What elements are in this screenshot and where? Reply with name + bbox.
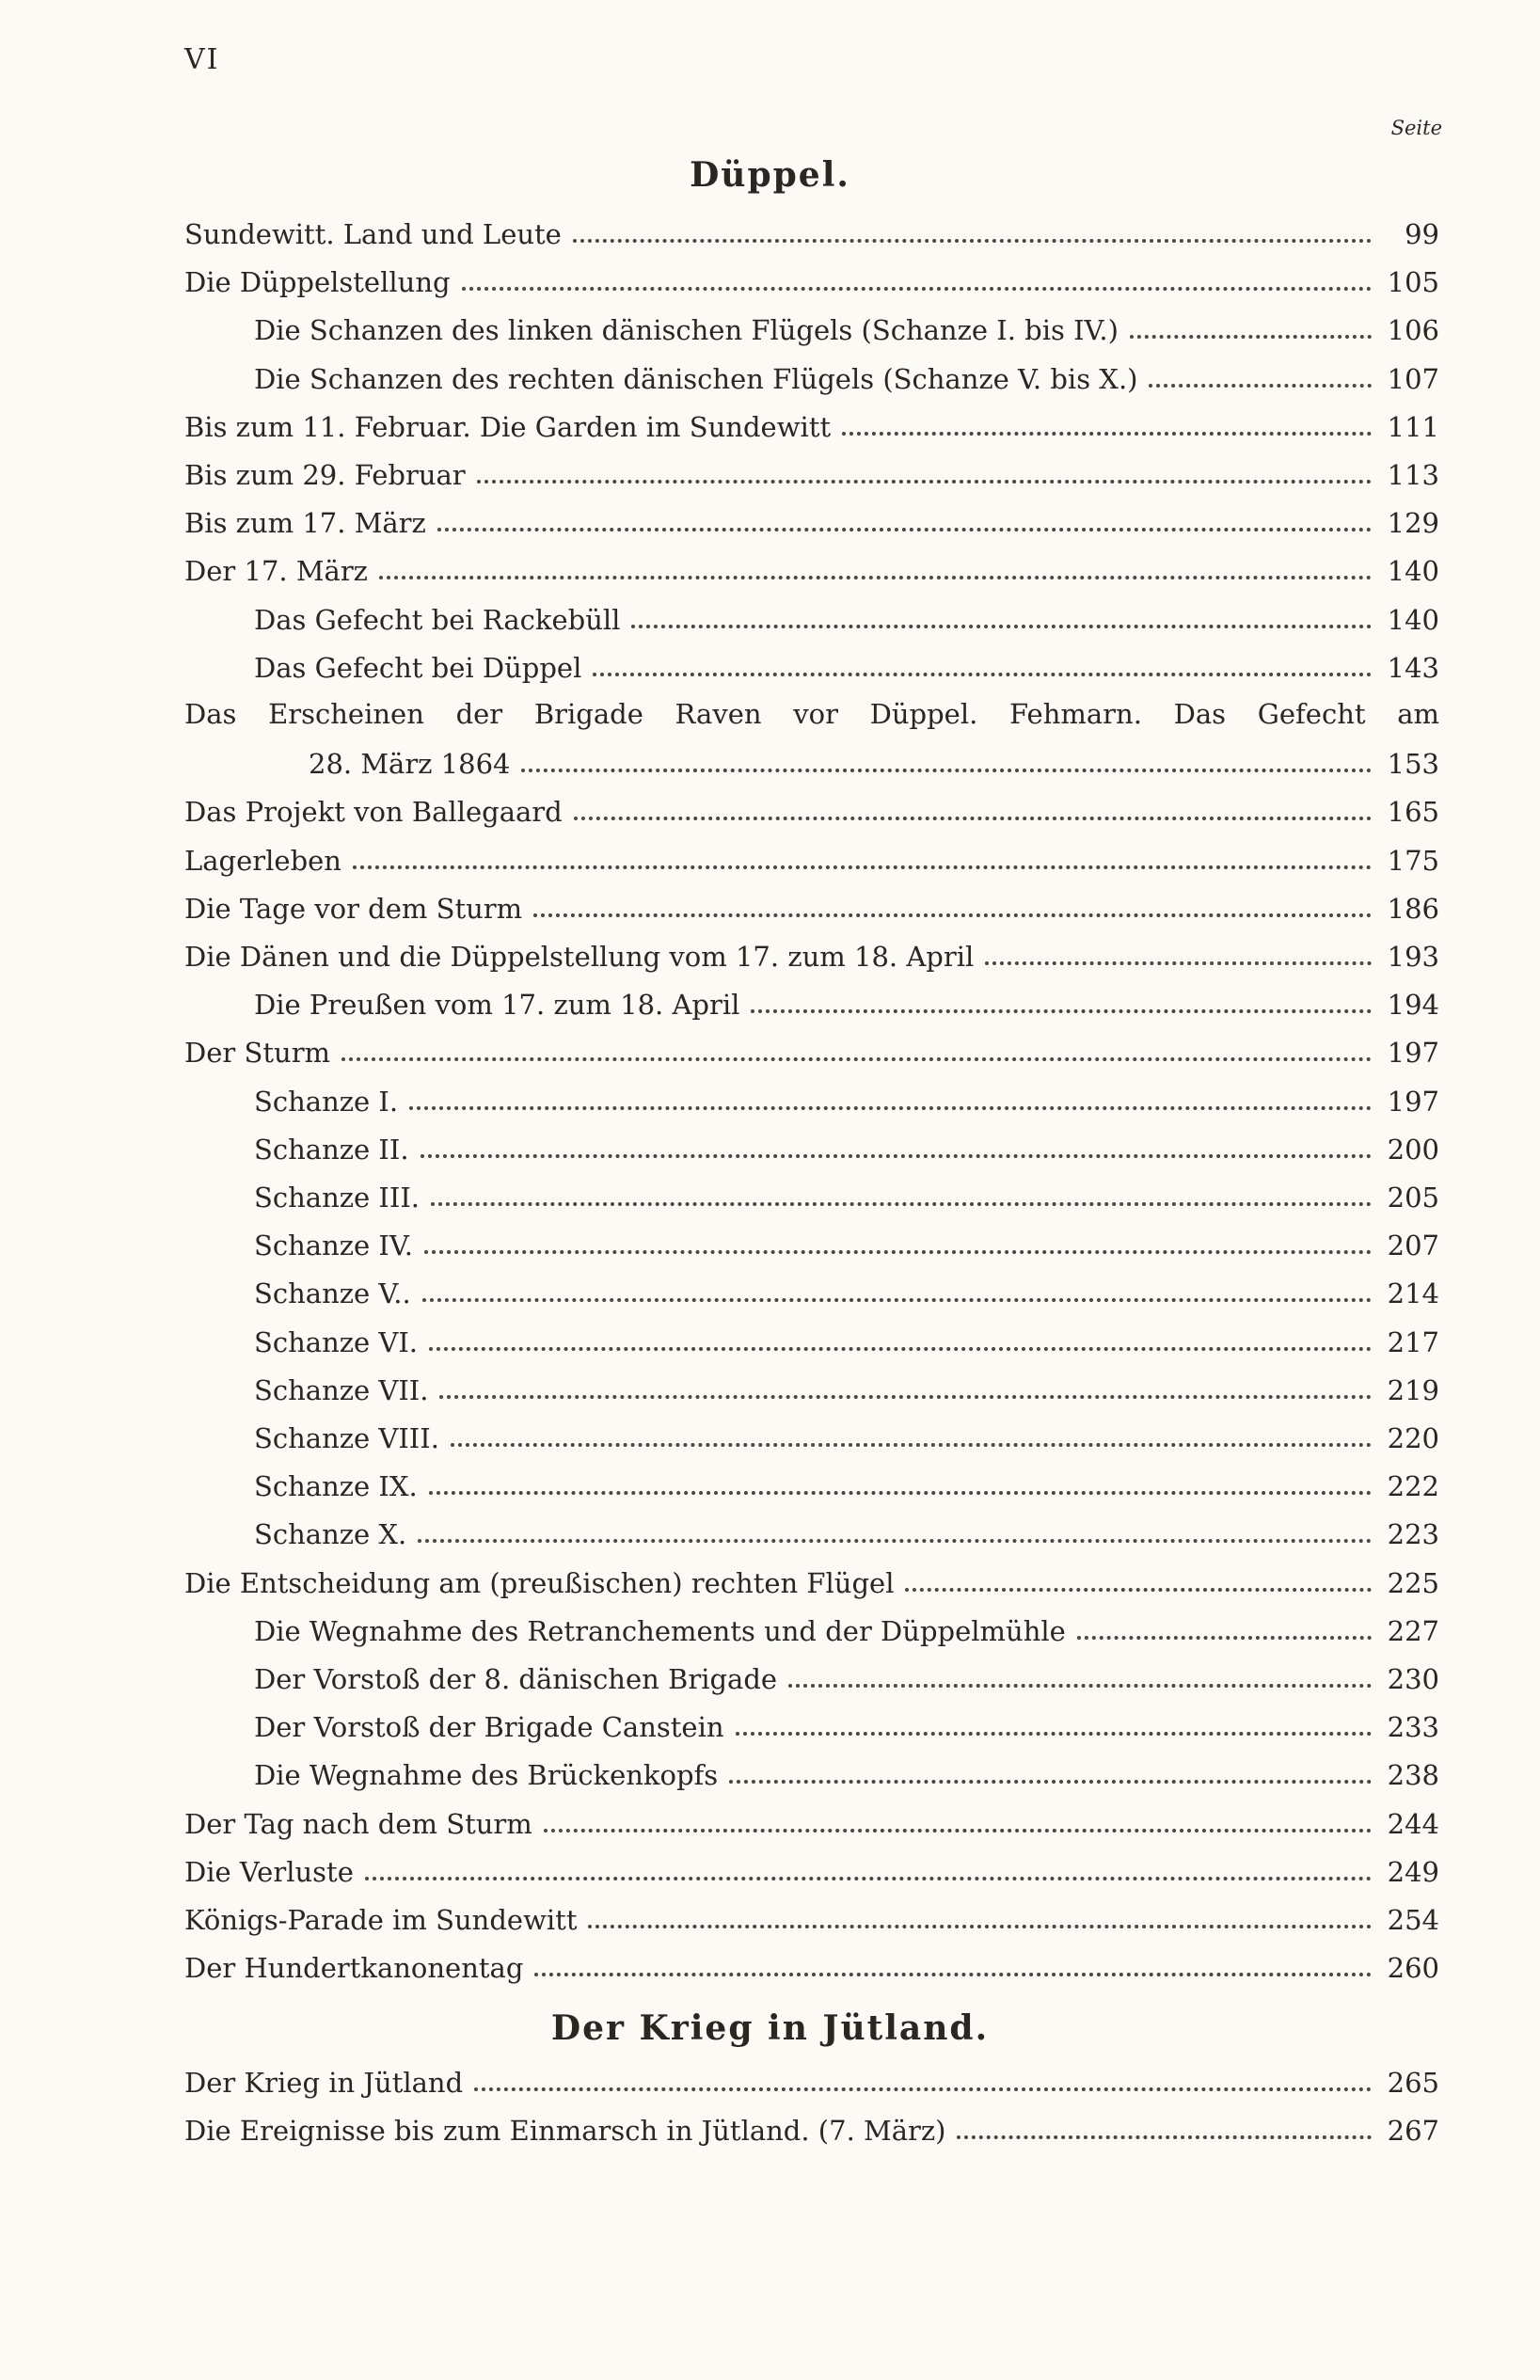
toc-entry[interactable]	[184, 2103, 1439, 2148]
toc-entry-page: 113	[1387, 459, 1439, 491]
toc-entry[interactable]	[254, 1700, 1439, 1744]
toc-entry[interactable]	[184, 785, 1439, 829]
dot-leader	[593, 673, 1372, 676]
toc-entry-label: Die Schanzen des rechten dänischen Flügels (Schanze V. bis X.)	[254, 362, 1138, 395]
toc-entry[interactable]	[254, 352, 1439, 393]
toc-entry-page: 106	[1387, 314, 1439, 347]
toc-entry-label: Der Hundertkanonentag	[184, 1952, 524, 1985]
toc-entry[interactable]	[184, 255, 1439, 299]
toc-entry-page: 260	[1387, 1952, 1439, 1985]
toc-entry-page: 238	[1387, 1759, 1439, 1792]
toc-entry-label: Die Wegnahme des Retranchements und der Düppelmühle	[254, 1614, 1066, 1647]
toc-entry-label: Die Preußen vom 17. zum 18. April	[254, 989, 740, 1022]
toc-entry-label: Das Gefecht bei Rackebüll	[254, 603, 621, 636]
dot-leader	[729, 1780, 1372, 1784]
dot-leader	[521, 769, 1372, 772]
toc-entry[interactable]	[254, 1411, 1439, 1452]
section-title: Der Krieg in Jütland.	[550, 2008, 990, 2048]
toc-entry[interactable]	[254, 1604, 1439, 1645]
toc-entry-page: 254	[1387, 1904, 1439, 1936]
dot-leader	[422, 1298, 1372, 1302]
dot-leader	[409, 1106, 1372, 1110]
dot-leader	[788, 1684, 1372, 1688]
dot-leader	[631, 625, 1372, 628]
page-number: VI	[184, 43, 220, 76]
toc-entry[interactable]	[184, 400, 1439, 441]
toc-entry[interactable]	[184, 833, 1439, 875]
toc-entry-label: Schanze VI.	[254, 1325, 419, 1358]
toc-entry-label: Der Vorstoß der Brigade Canstein	[254, 1711, 724, 1744]
dot-leader	[418, 1539, 1372, 1543]
dot-leader	[533, 913, 1372, 917]
dot-leader	[751, 1009, 1372, 1013]
toc-entry[interactable]	[254, 1507, 1439, 1551]
toc-entry-page: 197	[1387, 1037, 1439, 1070]
toc-entry[interactable]	[254, 593, 1439, 634]
dot-leader	[736, 1732, 1372, 1736]
toc-entry[interactable]	[184, 448, 1439, 489]
toc-entry-page: 267	[1387, 2115, 1439, 2148]
toc-entry[interactable]	[254, 1170, 1439, 1212]
toc-entry-label: Bis zum 17. März	[184, 507, 426, 540]
toc-entry[interactable]	[184, 2055, 1439, 2097]
dot-leader	[842, 432, 1372, 436]
dot-leader	[439, 1395, 1372, 1399]
dot-leader	[451, 1443, 1372, 1447]
toc-entry-page: 219	[1387, 1373, 1439, 1406]
toc-entry-page: 222	[1387, 1470, 1439, 1503]
toc-entry-label: Die Dänen und die Düppelstellung vom 17. zum 18. April	[184, 941, 975, 973]
toc-entry-label: Schanze V..	[254, 1277, 411, 1310]
dot-leader	[421, 1154, 1372, 1158]
toc-entry-label: Schanze VII.	[254, 1373, 429, 1406]
toc-entry-label: Schanze II.	[254, 1133, 409, 1166]
dot-leader	[365, 1877, 1372, 1880]
toc-entry-label: Sundewitt. Land und Leute	[184, 218, 562, 250]
toc-entry[interactable]	[184, 544, 1439, 588]
dot-leader	[462, 287, 1372, 291]
toc-entry-page: 193	[1387, 941, 1439, 973]
toc-entry[interactable]	[254, 1459, 1439, 1503]
dot-leader	[573, 239, 1372, 243]
toc-entry-continuation: 28. März 1864	[309, 748, 511, 781]
toc-entry[interactable]	[254, 1074, 1439, 1116]
toc-entry-label: Das Gefecht bei Düppel	[254, 651, 582, 684]
toc-entry[interactable]	[184, 1556, 1439, 1597]
toc-entry-label: Schanze X.	[254, 1518, 407, 1551]
toc-entry-label: Der Krieg in Jütland	[184, 2067, 464, 2099]
toc-entry-label: Das Projekt von Ballegaard	[184, 796, 563, 829]
dot-leader	[1077, 1636, 1372, 1640]
dot-leader	[905, 1588, 1372, 1592]
toc-entry-page: 165	[1387, 796, 1439, 829]
dot-leader	[574, 817, 1372, 820]
toc-entry-page: 227	[1387, 1614, 1439, 1647]
toc-entry-page: 186	[1387, 892, 1439, 925]
toc-entry-label: Die Wegnahme des Brückenkopfs	[254, 1759, 719, 1792]
column-header-seite: Seite	[1390, 117, 1442, 139]
dot-leader	[588, 1925, 1372, 1928]
toc-entry-page: 230	[1387, 1663, 1439, 1695]
dot-leader	[957, 2135, 1372, 2139]
toc-entry-label: Schanze III.	[254, 1182, 420, 1214]
toc-entry-page: 225	[1387, 1566, 1439, 1599]
toc-entry-page: 140	[1387, 603, 1439, 636]
dot-leader	[431, 1202, 1372, 1206]
toc-entry-page: 200	[1387, 1133, 1439, 1166]
toc-entry-page: 233	[1387, 1711, 1439, 1744]
toc-entry-label: Der Vorstoß der 8. dänischen Brigade	[254, 1663, 778, 1695]
toc-entry[interactable]	[254, 977, 1439, 1022]
toc-entry[interactable]	[254, 1315, 1439, 1357]
toc-entry[interactable]	[184, 496, 1439, 540]
toc-entry[interactable]	[184, 1845, 1439, 1886]
toc-entry-label: Schanze IV.	[254, 1230, 413, 1262]
dot-leader	[429, 1347, 1372, 1351]
toc-entry-page: 207	[1387, 1230, 1439, 1262]
toc-entry-label: Die Tage vor dem Sturm	[184, 892, 523, 925]
toc-entry-page: 265	[1387, 2067, 1439, 2099]
toc-entry-page: 175	[1387, 844, 1439, 877]
toc-entry[interactable]	[254, 1652, 1439, 1693]
dot-leader	[379, 576, 1372, 579]
toc-entry[interactable]	[184, 1941, 1439, 1985]
toc-entry-page: 217	[1387, 1325, 1439, 1358]
toc-entry[interactable]	[184, 881, 1439, 923]
toc-entry-label: Schanze I.	[254, 1085, 399, 1118]
dot-leader	[1130, 335, 1372, 339]
toc-entry-label: Das Erscheinen der Brigade Raven vor Düppel. Fehmarn. Das Gefecht am	[184, 698, 1439, 730]
toc-entry-page: 220	[1387, 1422, 1439, 1454]
dot-leader	[985, 961, 1372, 965]
toc-entry[interactable]	[254, 1363, 1439, 1404]
dot-leader	[437, 528, 1372, 532]
toc-entry-page: 111	[1387, 410, 1439, 443]
toc-entry[interactable]	[309, 737, 1439, 781]
toc-entry-label: Die Schanzen des linken dänischen Flügels (Schanze I. bis IV.)	[254, 314, 1119, 347]
toc-entry[interactable]	[184, 207, 1439, 248]
toc-entry-label: Schanze VIII.	[254, 1422, 439, 1454]
toc-entry-page: 140	[1387, 555, 1439, 588]
toc-entry[interactable]	[254, 641, 1439, 682]
toc-entry-page: 214	[1387, 1277, 1439, 1310]
toc-entry-page: 153	[1387, 748, 1439, 781]
section-title: Düppel.	[690, 155, 850, 195]
toc-entry-label: Die Ereignisse bis zum Einmarsch in Jütland. (7. März)	[184, 2115, 946, 2148]
toc-entry[interactable]	[184, 1797, 1439, 1838]
toc-entry-page: 107	[1387, 362, 1439, 395]
dot-leader	[429, 1491, 1372, 1495]
dot-leader	[424, 1250, 1372, 1254]
toc-entry-label: Die Entscheidung am (preußischen) rechten Flügel	[184, 1566, 895, 1599]
toc-entry-page: 99	[1405, 218, 1439, 250]
toc-entry-page: 205	[1387, 1182, 1439, 1214]
toc-entry-page: 244	[1387, 1807, 1439, 1840]
toc-entry-page: 249	[1387, 1855, 1439, 1888]
toc-entry-page: 129	[1387, 507, 1439, 540]
dot-leader	[1149, 384, 1372, 388]
toc-entry-page: 223	[1387, 1518, 1439, 1551]
toc-entry[interactable]	[254, 1122, 1439, 1164]
toc-entry-label: Königs-Parade im Sundewitt	[184, 1904, 578, 1936]
toc-entry-page: 143	[1387, 651, 1439, 684]
toc-entry[interactable]	[184, 929, 1439, 971]
toc-entry[interactable]	[254, 1266, 1439, 1308]
toc-entry[interactable]	[254, 303, 1439, 347]
dot-leader	[341, 1057, 1372, 1061]
toc-entry-label: Die Düppelstellung	[184, 266, 451, 299]
toc-entry-label: Schanze IX.	[254, 1470, 418, 1503]
dot-leader	[544, 1829, 1372, 1833]
dot-leader	[477, 480, 1372, 484]
toc-entry-label: Der Sturm	[184, 1037, 331, 1070]
toc-entry-label: Die Verluste	[184, 1855, 354, 1888]
toc-entry[interactable]	[254, 1218, 1439, 1260]
toc-entry[interactable]	[184, 1893, 1439, 1934]
toc-entry-page: 105	[1387, 266, 1439, 299]
toc-entry-label: Bis zum 11. Februar. Die Garden im Sundewitt	[184, 410, 832, 443]
toc-entry-label: Der 17. März	[184, 555, 368, 588]
toc-entry-label: Lagerleben	[184, 844, 341, 877]
toc-entry[interactable]	[184, 1025, 1439, 1070]
toc-entry-page: 197	[1387, 1085, 1439, 1118]
dot-leader	[534, 1973, 1372, 1976]
dot-leader	[353, 865, 1372, 869]
toc-entry-label: Der Tag nach dem Sturm	[184, 1807, 532, 1840]
toc-entry[interactable]	[254, 1748, 1439, 1792]
toc-entry-page: 194	[1387, 989, 1439, 1022]
toc-entry-label: Bis zum 29. Februar	[184, 459, 466, 491]
dot-leader	[474, 2087, 1372, 2091]
